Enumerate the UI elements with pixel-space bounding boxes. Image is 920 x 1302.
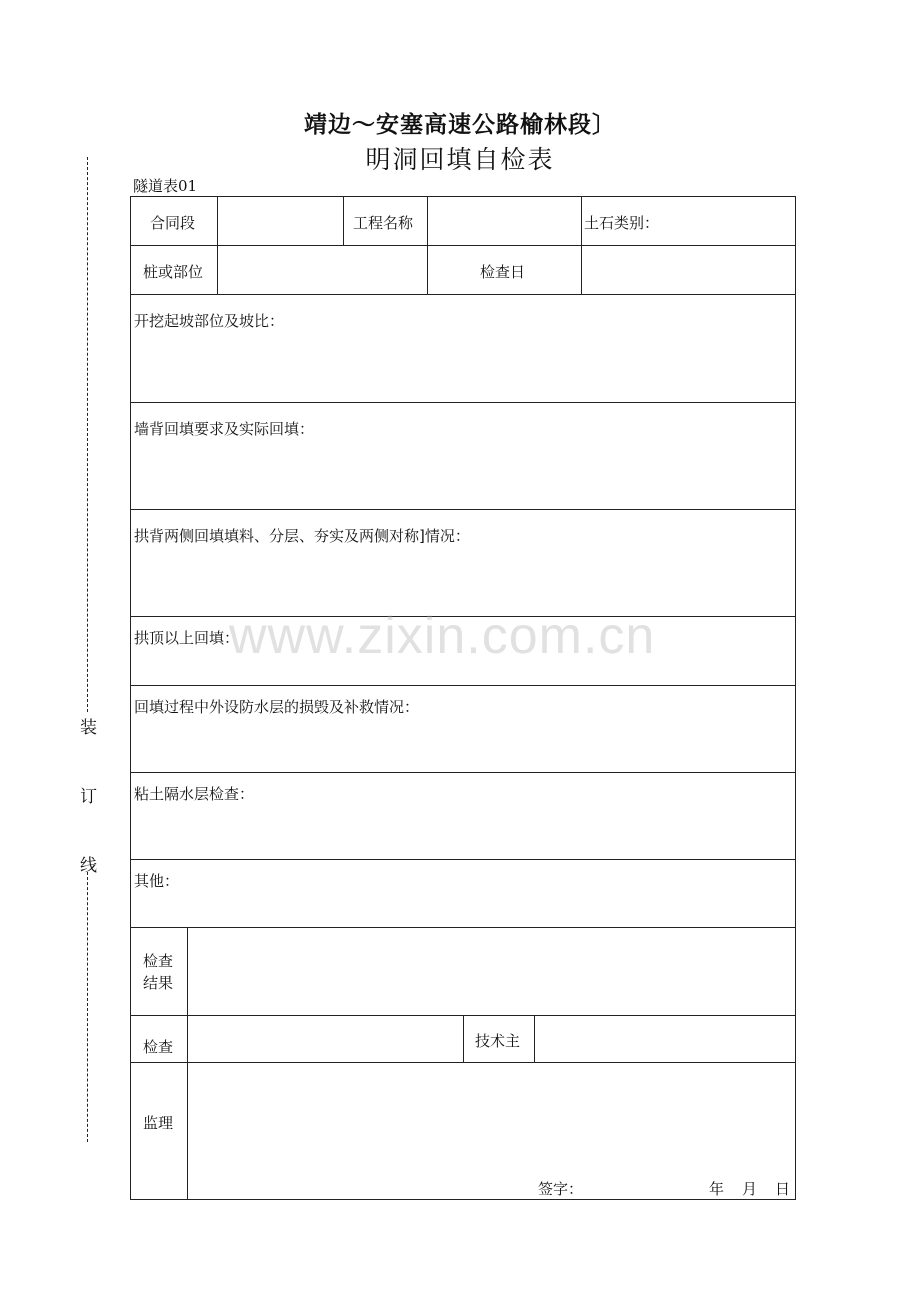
col-divider <box>581 196 582 294</box>
result-label-line2: 结果 <box>143 974 174 992</box>
inspector-label: 检查 <box>143 1038 174 1056</box>
row-divider <box>130 616 796 617</box>
form-title-line2: 明洞回填自检表 <box>365 145 555 174</box>
row-divider <box>130 859 796 860</box>
row-divider <box>130 685 796 686</box>
station-label: 桩或部位 <box>143 263 204 281</box>
year-label: 年 <box>709 1180 725 1198</box>
clay-layer-label: 粘土隔水层检查： <box>134 785 255 803</box>
wall-back-fill-label: 墙背回填要求及实际回填： <box>134 420 315 438</box>
month-label: 月 <box>742 1180 758 1198</box>
tech-lead-label: 技术主 <box>475 1032 521 1050</box>
result-label-line1: 检查 <box>143 952 174 970</box>
row-divider <box>130 927 796 928</box>
row-divider <box>130 245 796 246</box>
row-divider <box>130 509 796 510</box>
col-divider <box>427 196 428 294</box>
contract-label: 合同段 <box>150 214 196 232</box>
soil-type-label: 土石类别： <box>584 214 660 232</box>
waterproof-layer-label: 回填过程中外设防水层的损毁及补救情况： <box>134 698 420 716</box>
project-name-label: 工程名称 <box>353 214 414 232</box>
row-divider <box>130 1062 796 1063</box>
supervisor-label: 监理 <box>143 1114 174 1132</box>
signature-label: 签字： <box>538 1180 584 1198</box>
day-label: 日 <box>775 1180 791 1198</box>
binding-char-xian: 线 <box>80 856 97 876</box>
arch-sides-fill-label: 拱背两侧回填填料、分层、夯实及两侧对称]情况： <box>134 527 470 545</box>
row-divider <box>130 294 796 295</box>
binding-line-bottom <box>87 872 88 1142</box>
binding-char-zhuang: 装 <box>80 718 97 738</box>
binding-char-ding: 订 <box>80 787 97 807</box>
watermark-text: www.zixin.com.cn <box>229 607 656 665</box>
col-divider <box>217 196 218 294</box>
arch-top-fill-label: 拱顶以上回填： <box>134 629 240 647</box>
form-number: 隧道表01 <box>133 177 198 195</box>
col-divider <box>343 196 344 245</box>
col-divider <box>534 1015 535 1062</box>
excavation-slope-label: 开挖起坡部位及坡比： <box>134 312 285 330</box>
binding-line-top <box>87 157 88 712</box>
form-title-line1: 靖边～安塞高速公路榆林段〕 <box>304 112 616 138</box>
other-label: 其他： <box>134 872 180 890</box>
row-divider <box>130 772 796 773</box>
col-divider <box>463 1015 464 1062</box>
check-date-label: 检查日 <box>480 263 526 281</box>
col-divider <box>187 927 188 1200</box>
row-divider <box>130 402 796 403</box>
